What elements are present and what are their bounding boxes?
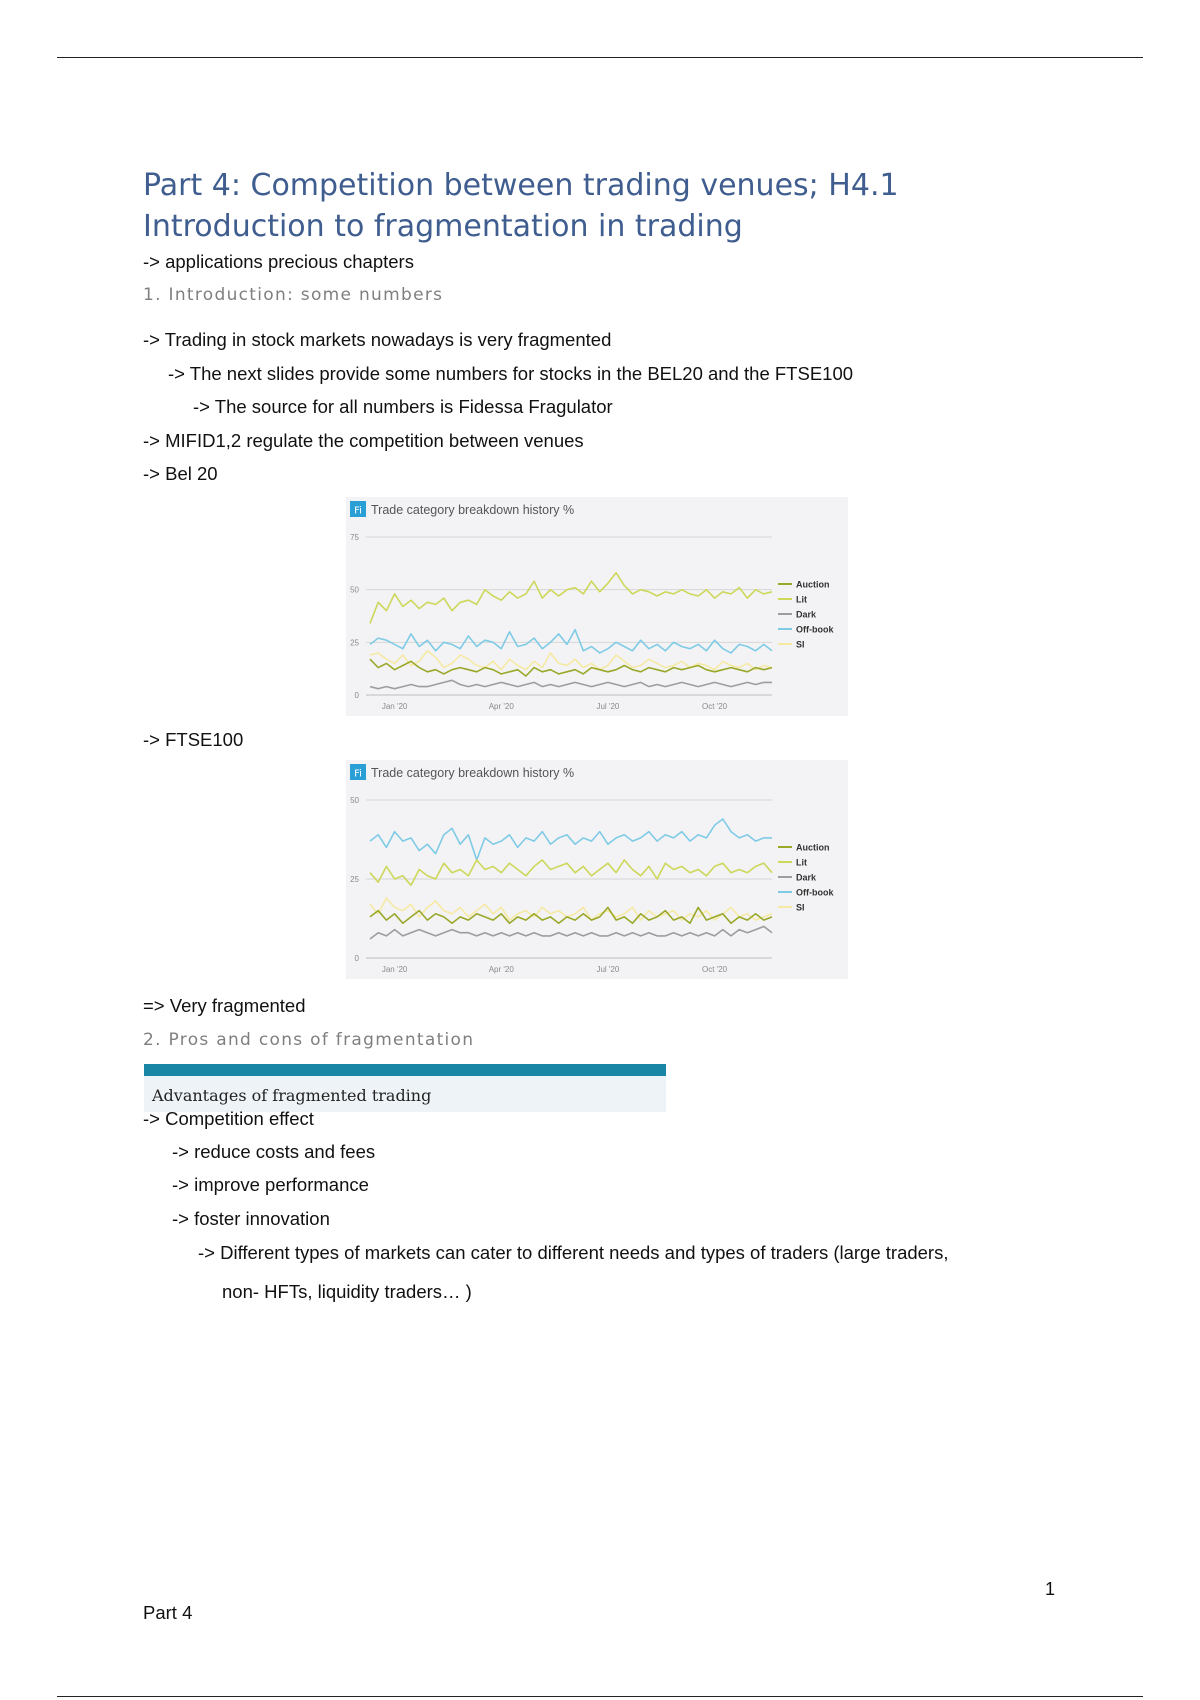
series-line-lit [370, 573, 772, 624]
y-tick-label: 50 [350, 796, 359, 805]
fidessa-logo-text: Fi [354, 768, 362, 780]
different-types-continuation: non- HFTs, liquidity traders… ) [222, 1281, 472, 1302]
x-tick-label: Jul '20 [596, 965, 620, 974]
series-line-si [370, 651, 772, 670]
series-line-offbook [370, 819, 772, 860]
legend-label: Dark [796, 872, 817, 883]
legend-label: SI [796, 639, 805, 650]
applications-line: -> applications precious chapters [143, 251, 414, 272]
section-heading-pros-cons: 2. Pros and cons of fragmentation [143, 1030, 475, 1050]
series-line-offbook [370, 630, 772, 653]
y-tick-label: 0 [354, 954, 359, 963]
section-heading-intro: 1. Introduction: some numbers [143, 285, 444, 305]
chart-title: Trade category breakdown history % [371, 503, 575, 517]
legend-label: Off-book [796, 624, 834, 635]
trading-fragmented-line: -> Trading in stock markets nowadays is very fragmented [143, 329, 612, 350]
header-rule [57, 57, 1143, 58]
y-tick-label: 25 [350, 638, 359, 648]
y-tick-label: 25 [350, 875, 359, 884]
advantages-label: Advantages of fragmented trading [152, 1086, 432, 1105]
very-fragmented-line: => Very fragmented [143, 995, 306, 1016]
bel20-chart-svg [346, 497, 848, 716]
y-tick-label: 75 [350, 533, 359, 542]
next-slides-line: -> The next slides provide some numbers for stocks in the BEL20 and the FTSE100 [168, 363, 854, 384]
source-line: -> The source for all numbers is Fidessa Fragulator [193, 396, 613, 417]
x-tick-label: Oct '20 [702, 965, 728, 974]
foster-innovation-line: -> foster innovation [172, 1208, 330, 1229]
legend-label: Lit [796, 594, 807, 605]
legend-label: Off-book [796, 887, 834, 898]
series-line-lit [370, 860, 772, 885]
chart-title: Trade category breakdown history % [371, 766, 575, 780]
legend-label: Dark [796, 609, 817, 620]
x-tick-label: Oct '20 [702, 702, 728, 711]
legend-label: SI [796, 902, 805, 913]
different-types-line: -> Different types of markets can cater to different needs and types of traders (large traders, [198, 1242, 949, 1263]
ftse100-line: -> FTSE100 [143, 729, 244, 750]
x-tick-label: Jul '20 [596, 702, 620, 711]
x-tick-label: Apr '20 [488, 965, 514, 974]
bel20-line: -> Bel 20 [143, 463, 218, 484]
footer-rule [57, 1696, 1143, 1697]
reduce-costs-line: -> reduce costs and fees [172, 1141, 376, 1162]
ftse100-chart-svg [346, 760, 848, 979]
advantages-bar [144, 1064, 666, 1076]
series-line-si [370, 898, 772, 920]
fidessa-logo-text: Fi [354, 505, 362, 517]
ftse100-chart [346, 760, 848, 979]
page-number: 1 [1045, 1579, 1056, 1599]
legend-label: Auction [796, 842, 830, 853]
x-tick-label: Jan '20 [381, 965, 408, 974]
footer-label: Part 4 [143, 1602, 193, 1623]
legend-label: Lit [796, 857, 807, 868]
x-tick-label: Apr '20 [488, 702, 514, 711]
competition-effect-line: -> Competition effect [143, 1108, 314, 1129]
series-line-dark [370, 926, 772, 939]
mifid-line: -> MIFID1,2 regulate the competition between venues [143, 430, 584, 451]
improve-performance-line: -> improve performance [172, 1174, 369, 1195]
x-tick-label: Jan '20 [381, 702, 408, 711]
page-title: Part 4: Competition between trading venues; H4.1 Introduction to fragmentation in trading [143, 168, 899, 244]
y-tick-label: 0 [354, 691, 359, 700]
y-tick-label: 50 [350, 585, 359, 595]
bel20-chart [346, 497, 848, 716]
legend-label: Auction [796, 579, 830, 590]
series-line-dark [370, 680, 772, 688]
